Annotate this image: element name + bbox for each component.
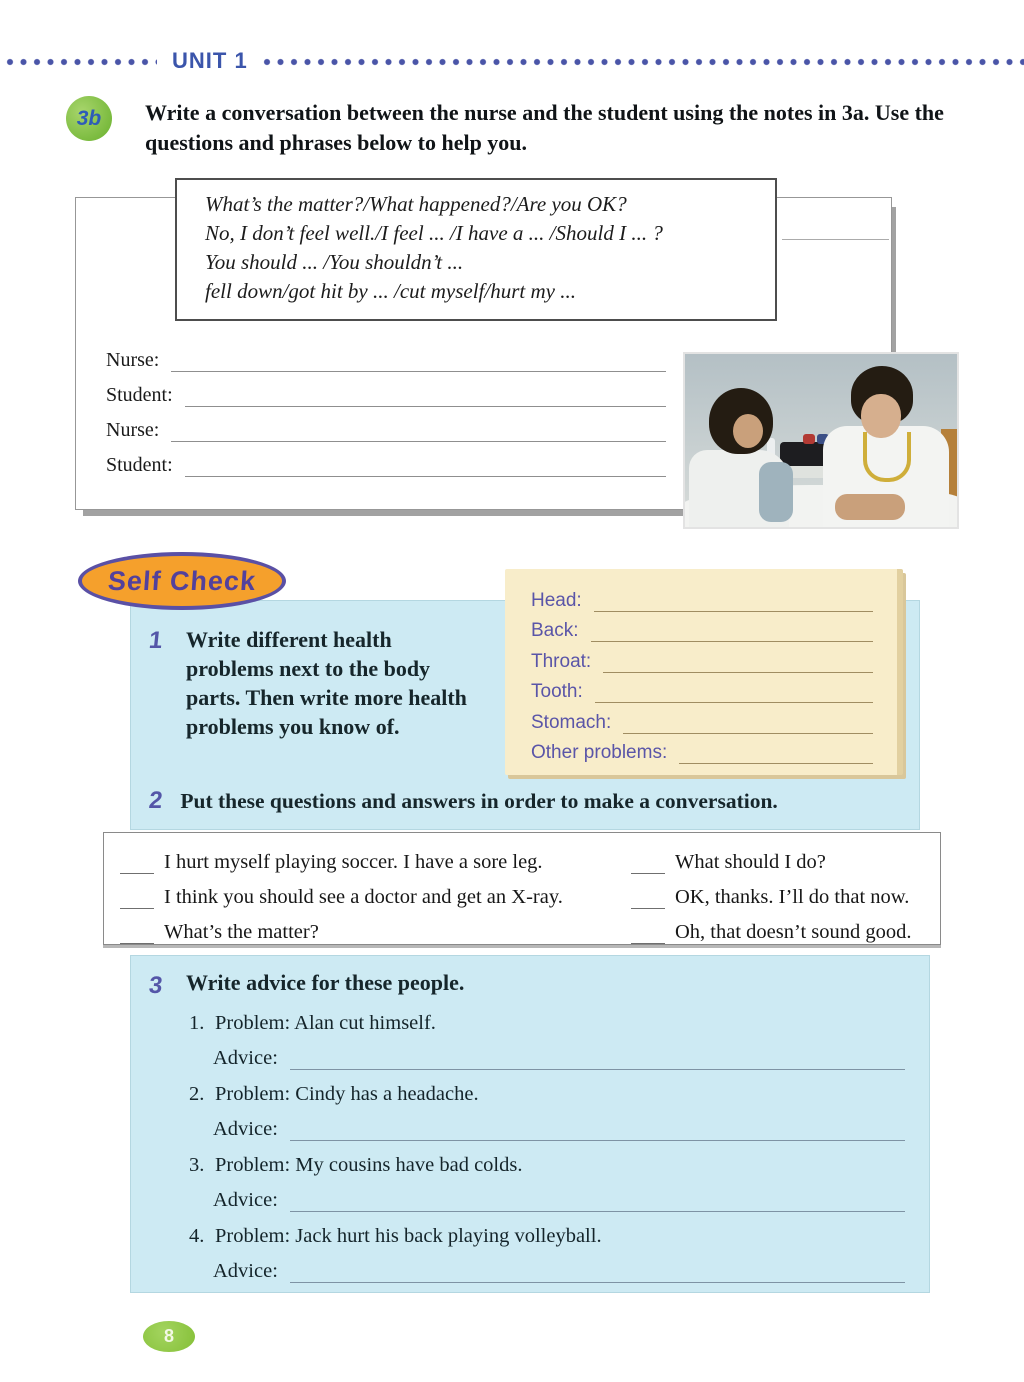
dotted-divider-right — [262, 57, 1024, 67]
problem-text: Problem: Jack hurt his back playing volleyball. — [215, 1225, 602, 1247]
body-part-label: Throat: — [531, 650, 592, 672]
dialogue-label: Nurse: — [106, 349, 160, 371]
problem-row — [189, 1154, 522, 1177]
task2-number: 2 — [147, 787, 164, 814]
notepad-row — [531, 703, 873, 734]
writing-line — [591, 625, 873, 642]
order-blank — [120, 882, 154, 909]
writing-line — [290, 1051, 905, 1070]
ordering-left-column — [120, 839, 625, 944]
nurse-student-photo — [683, 352, 959, 529]
writing-line — [595, 686, 873, 703]
photo-hands — [835, 494, 905, 520]
body-part-label: Back: — [531, 620, 579, 641]
notepad-row — [531, 734, 873, 765]
problem-number: 4. — [189, 1225, 205, 1247]
photo-student-arm — [759, 462, 793, 522]
photo-student-face — [733, 414, 763, 448]
phrase-line: You should ... /You shouldn’t ... — [205, 250, 464, 274]
problem-row — [189, 1012, 436, 1035]
writing-line — [185, 386, 666, 407]
body-part-label: Stomach: — [531, 711, 612, 733]
phrase-line: fell down/got hit by ... /cut myself/hurt my ... — [205, 279, 576, 303]
writing-line — [185, 456, 666, 477]
problem-text: Problem: My cousins have bad colds. — [215, 1154, 523, 1176]
task2-instruction: Put these questions and answers in order to make a conversation. — [180, 789, 778, 813]
notepad-row — [531, 673, 873, 704]
writing-line — [171, 351, 666, 372]
dialogue-row — [106, 416, 666, 442]
advice-label: Advice: — [213, 1260, 278, 1282]
order-blank — [631, 917, 665, 944]
writing-line — [679, 747, 873, 764]
problem-row — [189, 1225, 602, 1248]
ordering-sentence: I hurt myself playing soccer. I have a sore leg. — [164, 851, 543, 873]
notepad-row — [531, 581, 873, 612]
task3-instruction: Write advice for these people. — [186, 970, 465, 995]
ordering-item — [120, 839, 625, 874]
task1-number: 1 — [147, 627, 164, 654]
self-check-panel-3 — [130, 955, 930, 1293]
problem-number: 2. — [189, 1083, 205, 1105]
writing-line — [290, 1122, 905, 1141]
problem-number: 1. — [189, 1012, 205, 1034]
unit-title: UNIT 1 — [172, 48, 248, 73]
dialogue-label: Student: — [106, 454, 173, 476]
task1-instruction: Write different health problems next to the body parts. Then write more health problems you know of. — [186, 627, 467, 739]
advice-row — [213, 1257, 905, 1283]
self-check-badge — [78, 552, 286, 610]
order-blank — [120, 847, 154, 874]
advice-label: Advice: — [213, 1189, 278, 1211]
notepad-row — [531, 612, 873, 643]
writing-line — [290, 1193, 905, 1212]
writing-line — [171, 421, 666, 442]
ordering-item — [631, 874, 933, 909]
ordering-item — [120, 874, 625, 909]
body-parts-notepad — [505, 569, 903, 775]
photo-nurse-stethoscope — [863, 432, 911, 482]
writing-line — [290, 1264, 905, 1283]
writing-line — [594, 595, 873, 612]
paper-layer-edge — [782, 239, 889, 240]
ordering-item — [120, 909, 625, 944]
ordering-sentence: What’s the matter? — [164, 921, 319, 943]
body-part-label: Head: — [531, 589, 582, 611]
notepad-row — [531, 642, 873, 673]
dialogue-label: Student: — [106, 384, 173, 406]
dotted-divider-left — [5, 57, 157, 67]
ordering-exercise-box — [103, 832, 941, 945]
phrase-line: No, I don’t feel well./I feel ... /I have a ... /Should I ... ? — [205, 221, 663, 245]
writing-line — [623, 717, 873, 734]
body-part-label: Tooth: — [531, 681, 583, 702]
ordering-sentence: I think you should see a doctor and get an X-ray. — [164, 886, 563, 908]
ordering-item — [631, 909, 933, 944]
phrase-line: What’s the matter?/What happened?/Are you OK? — [205, 192, 627, 216]
advice-row — [213, 1115, 905, 1141]
dialogue-row — [106, 381, 666, 407]
order-blank — [631, 847, 665, 874]
order-blank — [120, 917, 154, 944]
advice-row — [213, 1044, 905, 1070]
ordering-sentence: What should I do? — [675, 851, 826, 873]
section-3b-instruction: Write a conversation between the nurse and the student using the notes in 3a. Use the questions and phrases below to help you. — [145, 100, 944, 155]
problem-number: 3. — [189, 1154, 205, 1176]
order-blank — [631, 882, 665, 909]
advice-label: Advice: — [213, 1118, 278, 1140]
self-check-title: Self Check — [106, 565, 258, 596]
dialogue-row — [106, 451, 666, 477]
dialogue-label: Nurse: — [106, 419, 160, 441]
problem-text: Problem: Alan cut himself. — [215, 1012, 436, 1034]
ordering-sentence: Oh, that doesn’t sound good. — [675, 921, 912, 943]
task3-number: 3 — [147, 972, 164, 999]
advice-row — [213, 1186, 905, 1212]
writing-line — [603, 656, 873, 673]
phrase-hint-box — [175, 178, 777, 321]
photo-object-red — [803, 434, 815, 444]
dialogue-row — [106, 346, 666, 372]
section-3b-badge: 3b — [66, 96, 112, 141]
advice-label: Advice: — [213, 1047, 278, 1069]
problem-text: Problem: Cindy has a headache. — [215, 1083, 479, 1105]
task2-heading — [149, 787, 778, 815]
ordering-sentence: OK, thanks. I’ll do that now. — [675, 886, 910, 908]
body-part-label: Other problems: — [531, 742, 668, 763]
ordering-item — [631, 839, 933, 874]
ordering-right-column — [631, 839, 933, 944]
problem-row — [189, 1083, 479, 1106]
page-number-badge: 8 — [143, 1321, 195, 1352]
